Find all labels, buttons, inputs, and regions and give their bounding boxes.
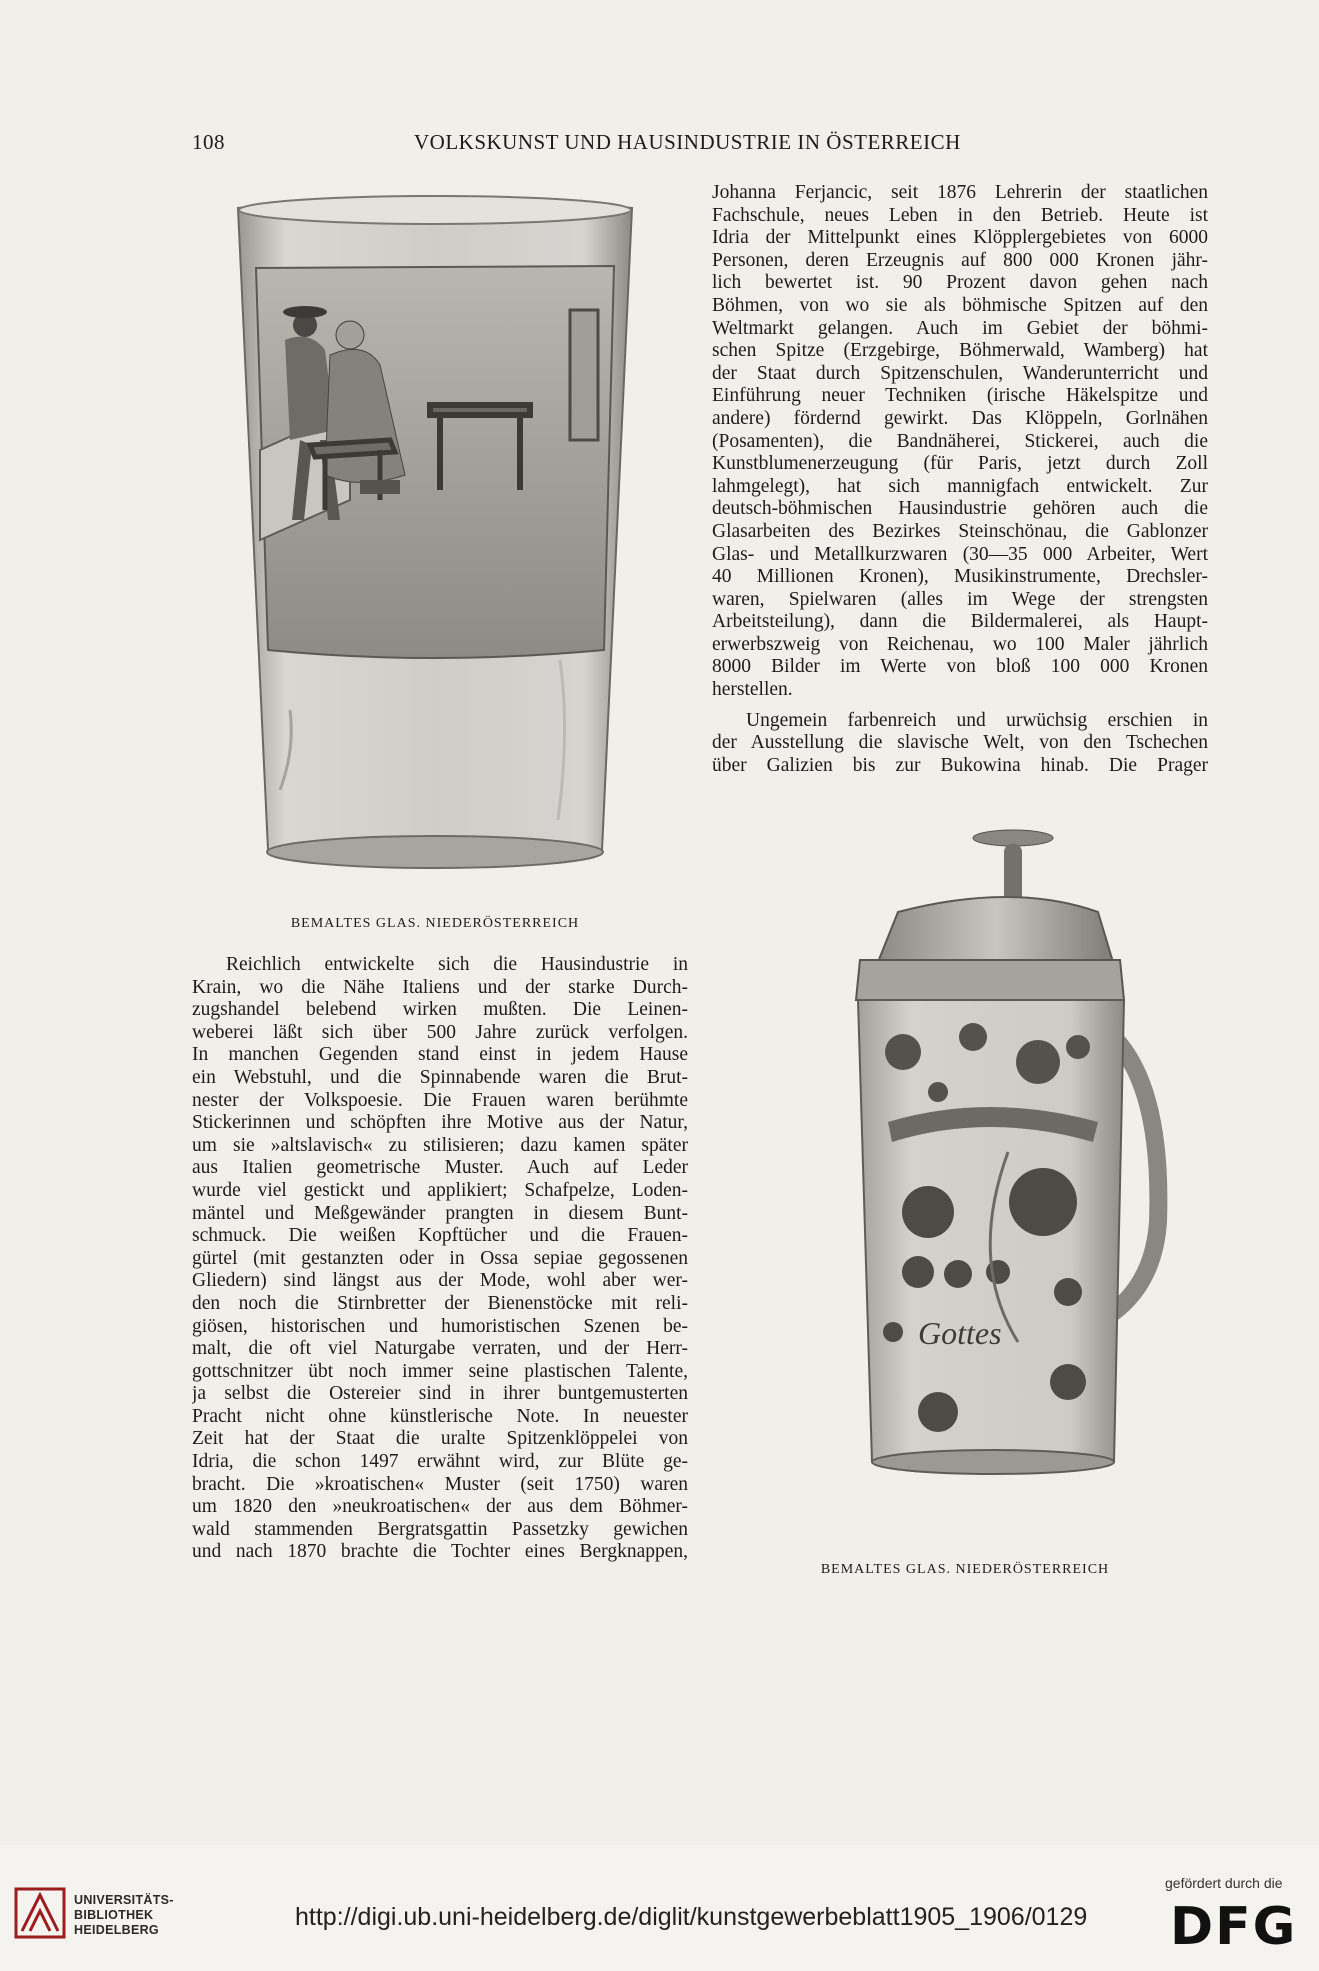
text-line: wald stammenden Bergratsgattin Passetzky gewichen <box>192 1518 688 1540</box>
text-line: 8000 Bilder im Werte von bloß 100 000 Kronen <box>712 656 1208 678</box>
university-library-logo-icon <box>14 1887 66 1939</box>
text-line: andere) fördernd gewirkt. Das Klöppeln, Gorlnähen <box>712 407 1208 429</box>
text-line: und nach 1870 brachte die Tochter eines Bergknappen, <box>192 1541 688 1563</box>
text-line: Glas- und Metallkurzwaren (30—35 000 Arbeiter, Wert <box>712 543 1208 565</box>
tankard-inscription: Gottes <box>918 1315 1002 1351</box>
text-line: Fachschule, neues Leben in den Betrieb. Heute ist <box>712 204 1208 226</box>
text-line: deutsch-böhmischen Hausindustrie gehören auch die <box>712 498 1208 520</box>
text-line: Stickerinnen und schöpften ihre Motive aus der Natur, <box>192 1112 688 1134</box>
text-line: Idria, die schon 1497 erwähnt wird, zur Blüte ge- <box>192 1451 688 1473</box>
text-line: Idria der Mittelpunkt eines Klöpplergebietes von 6000 <box>712 227 1208 249</box>
figure-painted-glass <box>230 190 640 900</box>
text-line: aus Italien geometrische Muster. Auch auf Leder <box>192 1157 688 1179</box>
text-line: 40 Millionen Kronen), Musikinstrumente, Drechsler- <box>712 566 1208 588</box>
text-line: wurde viel gestickt und applikiert; Schafpelze, Loden- <box>192 1179 688 1201</box>
text-line: Zeit hat der Staat die uralte Spitzenklöppelei von <box>192 1428 688 1450</box>
text-line: Ungemein farbenreich und urwüchsig erschien in <box>746 709 1208 731</box>
text-line: ein Webstuhl, und die Spinnabende waren die Brut- <box>192 1066 688 1088</box>
text-line: Böhmen, von wo sie als böhmische Spitzen auf den <box>712 294 1208 316</box>
text-line: gottschnitzer übt noch immer seine plastischen Talente, <box>192 1360 688 1382</box>
text-line: Kunstblumenerzeugung (für Paris, jetzt durch Zoll <box>712 453 1208 475</box>
page-number: 108 <box>192 130 225 154</box>
text-line: Arbeitsteilung), dann die Bildermalerei, als Haupt- <box>712 611 1208 633</box>
tankard-image <box>768 822 1168 1542</box>
text-line: lich bewertet ist. 90 Prozent davon gehen nach <box>712 272 1208 294</box>
text-line: erwerbszweig von Reichenau, wo 100 Maler jährlich <box>712 633 1208 655</box>
text-line: Gliedern) sind längst aus der Mode, wohl aber wer- <box>192 1270 688 1292</box>
text-line: zugshandel belebend wirken mußten. Die Leinen- <box>192 999 688 1021</box>
permalink-url[interactable]: http://digi.ub.uni-heidelberg.de/diglit/kunstgewerbeblatt1905_1906/0129 <box>295 1903 1088 1931</box>
text-line: In manchen Gegenden stand einst in jedem Hause <box>192 1044 688 1066</box>
text-line: malt, die oft viel Naturgabe verraten, und der Herr- <box>192 1338 688 1360</box>
text-line: (Posamenten), die Bandnäherei, Stickerei, auch die <box>712 430 1208 452</box>
caption-painted-glass: BEMALTES GLAS. NIEDERÖSTERREICH <box>290 916 580 931</box>
text-line: weberei läßt sich über 500 Jahre zurück verfolgen. <box>192 1021 688 1043</box>
running-title: VOLKSKUNST UND HAUSINDUSTRIE IN ÖSTERREICH <box>414 130 961 154</box>
text-line: schen Spitze (Erzgebirge, Böhmerwald, Wamberg) hat <box>712 340 1208 362</box>
text-line: Krain, wo die Nähe Italiens und der starke Durch- <box>192 976 688 998</box>
text-line: waren, Spielwaren (alles im Wege der strengsten <box>712 588 1208 610</box>
text-line: nester der Volkspoesie. Die Frauen waren berühmte <box>192 1089 688 1111</box>
text-column-right <box>712 182 1208 777</box>
text-line: Weltmarkt gelangen. Auch im Gebiet der böhmi- <box>712 317 1208 339</box>
text-line: herstellen. <box>712 679 793 701</box>
text-line: ja selbst die Ostereier sind in ihrer buntgemusterten <box>192 1383 688 1405</box>
text-line: lahmgelegt), hat sich mannigfach entwickelt. Zur <box>712 475 1208 497</box>
library-name: UNIVERSITÄTS- BIBLIOTHEK HEIDELBERG <box>74 1893 174 1937</box>
text-line: der Ausstellung die slavische Welt, von den Tschechen <box>712 732 1208 754</box>
text-column-left <box>192 954 688 1564</box>
text-line: mäntel und Meßgewänder prangten in diesem Bunt- <box>192 1202 688 1224</box>
caption-tankard: BEMALTES GLAS. NIEDERÖSTERREICH <box>820 1562 1110 1577</box>
text-line: giösen, historischen und humoristischen Szenen be- <box>192 1315 688 1337</box>
text-line: Einführung neuer Techniken (irische Häkelspitze und <box>712 385 1208 407</box>
dfg-logo: DFG <box>1170 1897 1298 1957</box>
text-line: den noch die Stirnbretter der Bienenstöcke mit reli- <box>192 1292 688 1314</box>
text-line: Personen, deren Erzeugnis auf 800 000 Kronen jähr- <box>712 249 1208 271</box>
text-line: über Galizien bis zur Bukowina hinab. Die Prager <box>712 754 1208 776</box>
text-line: um sie »altslavisch« zu stilisieren; dazu kamen später <box>192 1134 688 1156</box>
footer-bar <box>0 1845 1319 1971</box>
running-head <box>192 130 1212 160</box>
text-line: Reichlich entwickelte sich die Hausindustrie in <box>226 954 688 975</box>
text-line: bracht. Die »kroatischen« Muster (seit 1750) waren <box>192 1473 688 1495</box>
text-line: Pracht nicht ohne künstlerische Note. In neuester <box>192 1405 688 1427</box>
text-line: gürtel (mit gestanzten oder in Ossa sepiae gegossenen <box>192 1247 688 1269</box>
text-line: Johanna Ferjancic, seit 1876 Lehrerin der staatlichen <box>712 182 1208 203</box>
text-line: Glasarbeiten des Bezirkes Steinschönau, die Gablonzer <box>712 520 1208 542</box>
text-line: der Staat durch Spitzenschulen, Wanderunterricht und <box>712 362 1208 384</box>
text-line: um 1820 den »neukroatischen« der aus dem Böhmer- <box>192 1496 688 1518</box>
painted-glass-image <box>230 190 640 900</box>
funding-label: gefördert durch die <box>1165 1875 1283 1891</box>
figure-tankard <box>768 822 1168 1542</box>
text-line: schmuck. Die weißen Kopftücher und die Frauen- <box>192 1225 688 1247</box>
